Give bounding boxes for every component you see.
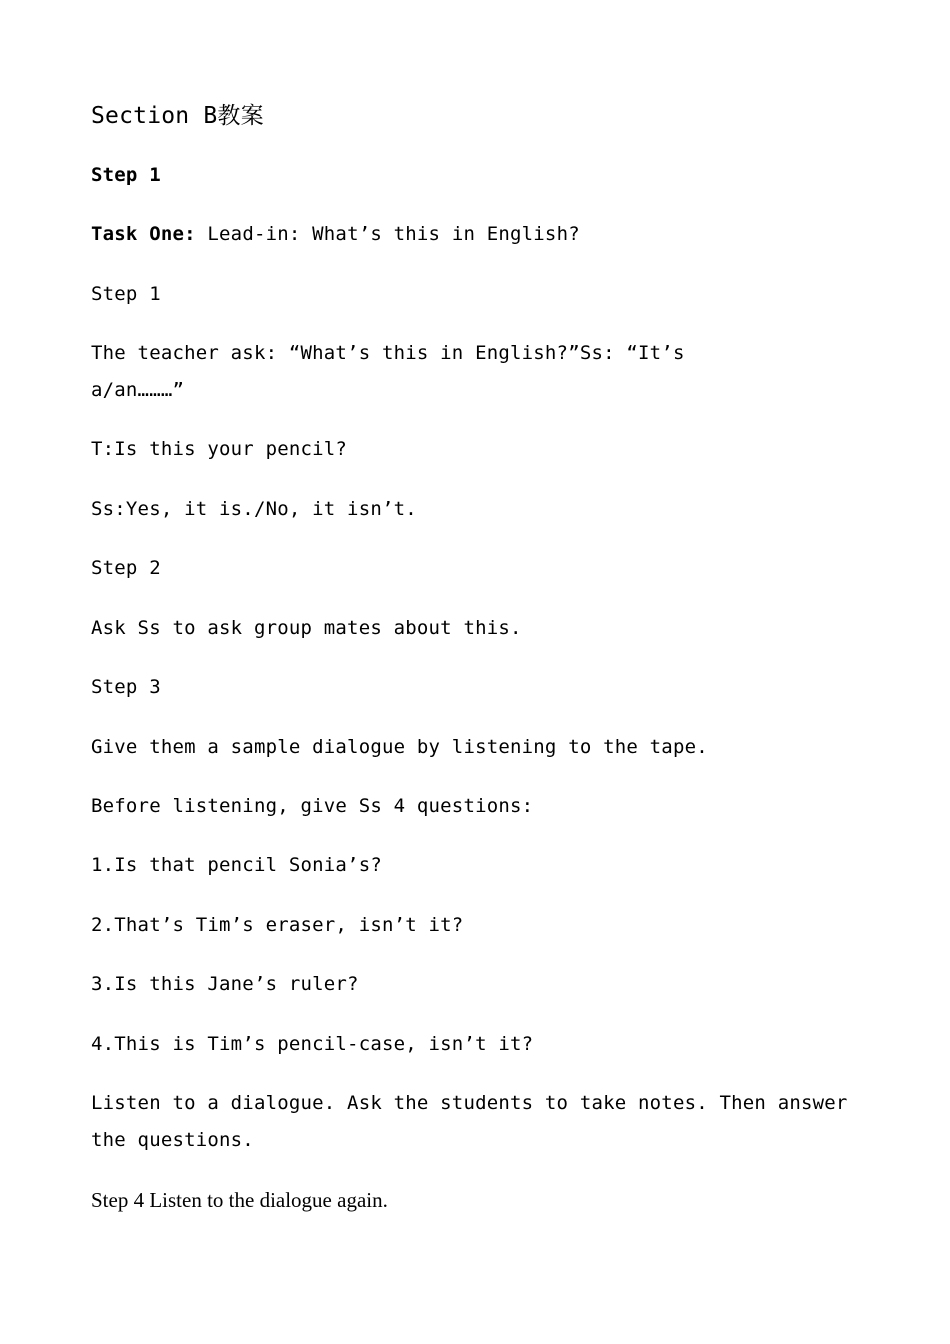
- listen-instruction-line-1: Listen to a dialogue. Ask the students to take notes. Then answer: [91, 1092, 848, 1114]
- students-answer: Ss:Yes, it is./No, it isn’t.: [91, 498, 417, 520]
- teacher-ask-line-1: The teacher ask: “What’s this in English?”Ss: “It’s: [91, 342, 685, 364]
- listen-instruction-line-2: the questions.: [91, 1129, 254, 1151]
- step3-label: Step 3: [91, 676, 161, 698]
- task-one-label: Task One:: [91, 223, 196, 245]
- step4-text: Step 4 Listen to the dialogue again.: [91, 1188, 388, 1212]
- question-item: 1.Is that pencil Sonia’s?: [91, 854, 382, 876]
- question-item: 4.This is Tim’s pencil-case, isn’t it?: [91, 1033, 534, 1055]
- teacher-question: T:Is this your pencil?: [91, 438, 348, 460]
- before-listening-text: Before listening, give Ss 4 questions:: [91, 795, 534, 817]
- step1-heading: Step 1: [91, 164, 161, 186]
- step2-text: Ask Ss to ask group mates about this.: [91, 617, 522, 639]
- document-title: Section B教案: [91, 103, 264, 129]
- teacher-ask-line-2: a/an………”: [91, 379, 185, 401]
- task-one-text: Lead-in: What’s this in English?: [195, 223, 580, 245]
- step3-text: Give them a sample dialogue by listening to the tape.: [91, 736, 708, 758]
- step2-label: Step 2: [91, 557, 161, 579]
- task-one-line: [91, 223, 580, 245]
- question-item: 2.That’s Tim’s eraser, isn’t it?: [91, 914, 464, 936]
- step1-label: Step 1: [91, 283, 161, 305]
- question-item: 3.Is this Jane’s ruler?: [91, 973, 359, 995]
